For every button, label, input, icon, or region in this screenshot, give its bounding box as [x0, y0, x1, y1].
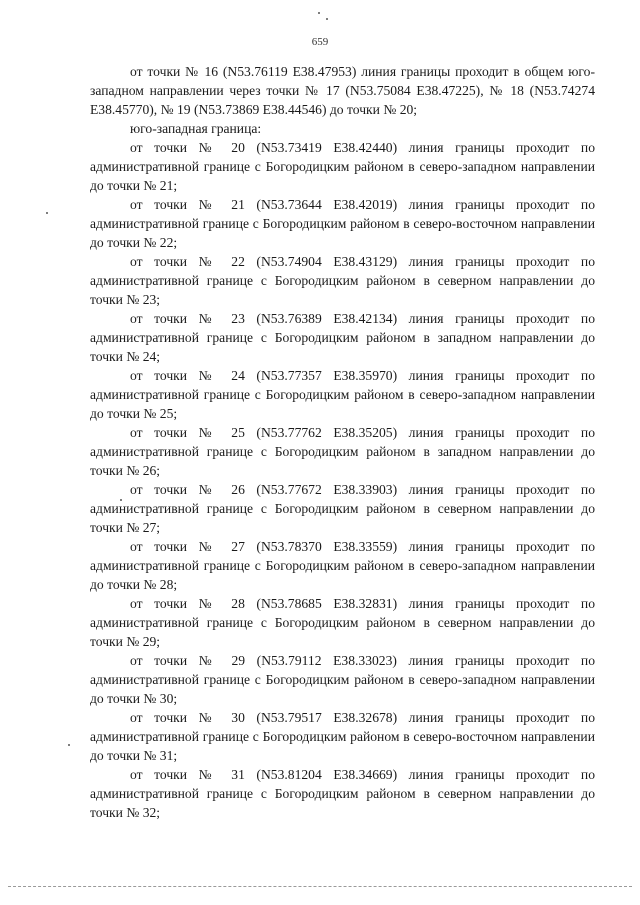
scan-speck — [326, 18, 328, 20]
scan-speck — [120, 499, 122, 501]
paragraph: от точки № 16 (N53.76119 E38.47953) линия границы проходит в общем юго-западном направлении через точки № 17 (N53.75084 E38.47225), № 18 (N53.74274 E38.45770), № 19 (N53.73869 E38.44546) до точки № 20; — [90, 64, 595, 117]
paragraph: от точки № 31 (N53.81204 E38.34669) линия границы проходит по административной границе с Богородицким районом в северном направлении до точки № 32; — [90, 767, 595, 820]
page-number: 659 — [311, 36, 329, 48]
bottom-scan-line — [8, 886, 632, 887]
paragraph: от точки № 30 (N53.79517 E38.32678) линия границы проходит по административной границе с Богородицким районом в северо-восточном направлении до точки № 31; — [90, 710, 595, 763]
paragraph: от точки № 27 (N53.78370 E38.33559) линия границы проходит по административной границе с Богородицким районом в северо-западном направлении до точки № 28; — [90, 539, 595, 592]
paragraph: от точки № 29 (N53.79112 E38.33023) линия границы проходит по административной границе с Богородицким районом в северо-западном направлении до точки № 30; — [90, 653, 595, 706]
paragraph: от точки № 21 (N53.73644 E38.42019) линия границы проходит по административной границе с Богородицким районом в северо-восточном направлении до точки № 22; — [90, 197, 595, 250]
paragraph: от точки № 28 (N53.78685 E38.32831) линия границы проходит по административной границе с Богородицким районом в северном направлении до точки № 29; — [90, 596, 595, 649]
paragraph: юго-западная граница: — [130, 121, 262, 136]
paragraph: от точки № 26 (N53.77672 E38.33903) линия границы проходит по административной границе с Богородицким районом в северном направлении до точки № 27; — [90, 482, 595, 535]
scan-speck — [46, 212, 48, 214]
paragraph: от точки № 24 (N53.77357 E38.35970) линия границы проходит по административной границе с Богородицким районом в северо-западном направлении до точки № 25; — [90, 368, 595, 421]
document-body — [90, 62, 595, 822]
paragraph: от точки № 20 (N53.73419 E38.42440) линия границы проходит по административной границе с Богородицким районом в северо-западном направлении до точки № 21; — [90, 140, 595, 193]
paragraph: от точки № 25 (N53.77762 E38.35205) линия границы проходит по административной границе с Богородицким районом в западном направлении до точки № 26; — [90, 425, 595, 478]
scan-speck — [68, 744, 70, 746]
paragraph: от точки № 23 (N53.76389 E38.42134) линия границы проходит по административной границе с Богородицким районом в западном направлении до точки № 24; — [90, 311, 595, 364]
paragraph: от точки № 22 (N53.74904 E38.43129) линия границы проходит по административной границе с Богородицким районом в северном направлении до точки № 23; — [90, 254, 595, 307]
scan-speck — [318, 12, 320, 14]
